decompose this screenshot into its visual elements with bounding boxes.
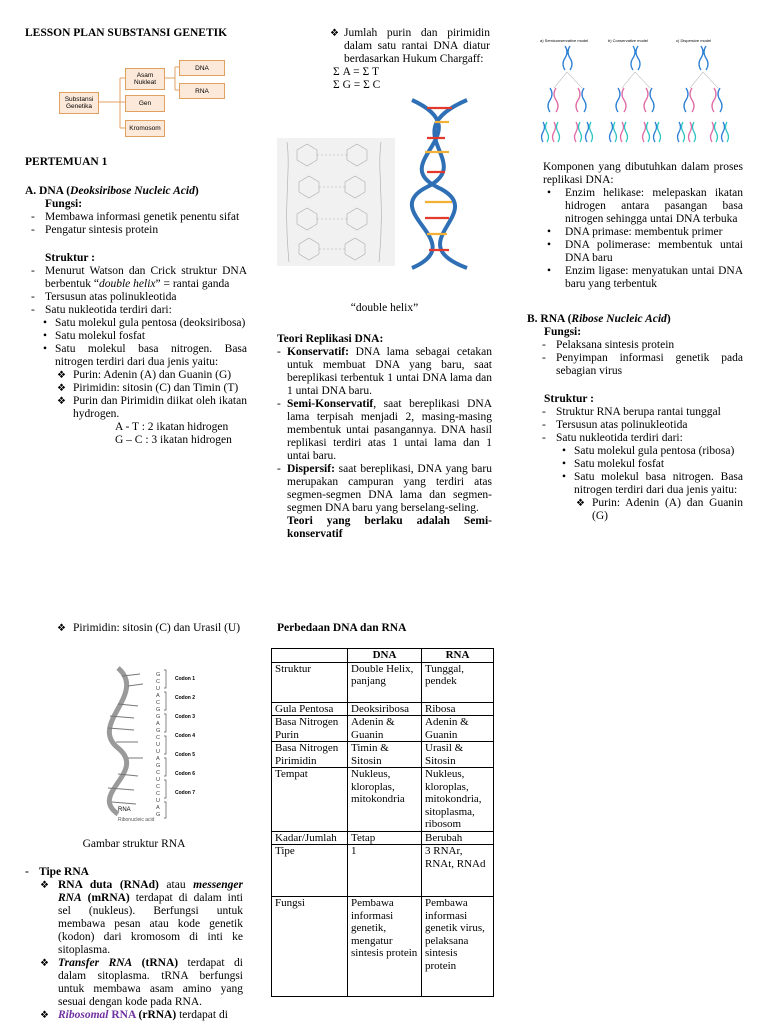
chargaff-text: ❖ Jumlah purin dan pirimidin dalam satu rantai DNA diatur berdasarkan Hukum Chargaff:: [330, 27, 490, 65]
chargaff: [330, 27, 490, 66]
table-cell: Struktur: [272, 662, 348, 702]
table-cell: Gula Pentosa: [272, 702, 348, 716]
replikasi-semi: - Semi-Konservatif, saat bereplikasi DNA lama terpisah menjadi 2, masing-masing membentuk untai pasangannya. DNA hasil replikasi terdiri atas 1 untai lama dan 1 untai baru.: [277, 398, 492, 462]
replikasi-conclusion: Teori yang berlaku adalah Semi-konservatif: [287, 515, 492, 540]
svg-text:G: G: [156, 728, 161, 734]
dna-section: [25, 156, 247, 447]
replication-models-image: [540, 38, 745, 148]
svg-text:G: G: [156, 714, 161, 720]
rna-fungsi-1: - Pelaksana sintesis protein: [542, 339, 675, 351]
svg-text:G: G: [156, 812, 161, 818]
dna-heading: A. DNA (Deoksiribose Nucleic Acid): [25, 185, 199, 197]
box-kromosom: Kromosom: [125, 120, 165, 137]
rna-diamond-1: ❖ Purin: Adenin (A) dan Guanin (G): [576, 497, 743, 522]
chargaff-eq1: Σ A = Σ T: [333, 66, 380, 78]
table-cell: Urasil & Sitosin: [422, 742, 494, 768]
dna-diamond-3: ❖ Purin dan Pirimidin diikat oleh ikatan hydrogen.: [57, 395, 247, 420]
tipe-trna: ❖ Transfer RNA (tRNA) terdapat di dalam sitoplasma. tRNA berfungsi untuk membawa asam amino yang sesuai dengan kode pada RNA.: [40, 957, 244, 1008]
codon-labels: Codon 1 Codon 2 Codon 3 Codon 4 Codon 5 Codon 6 Codon 7: [175, 676, 195, 796]
pertemuan-heading: PERTEMUAN 1: [25, 156, 108, 168]
svg-text:C: C: [156, 791, 160, 797]
replikasi-dispersif: - Dispersif: saat bereplikasi, DNA yang baru merupakan campuran yang terdiri atas segmen-segmen DNA lama dan segmen-segmen DNA baru yang berselang-seling.: [277, 463, 492, 514]
dna-fungsi-label: Fungsi:: [45, 198, 83, 210]
box-dna: DNA: [179, 60, 225, 76]
table-cell: Nukleus, kloroplas, mitokondria, sitoplasma, ribosom: [422, 768, 494, 832]
dna-bullet-2: • Satu molekul fosfat: [43, 330, 146, 342]
dna-figure-caption: “double helix”: [350, 302, 419, 314]
comparison-table-wrap: [271, 648, 494, 997]
model-c-label: c) Dispersive model: [676, 38, 712, 43]
model-b-label: b) Conservative model: [608, 38, 649, 43]
dna-diamond-1: ❖ Purin: Adenin (A) dan Guanin (G): [57, 369, 232, 381]
svg-text:C: C: [156, 784, 160, 790]
rna-diamond-2-wrap: [25, 622, 243, 635]
rna-strand-figure: [88, 664, 218, 830]
table-cell: Kadar/Jumlah: [272, 831, 348, 845]
svg-text:G: G: [156, 763, 161, 769]
table-cell: Ribosa: [422, 702, 494, 716]
table-row: [272, 845, 494, 897]
svg-text:A: A: [156, 756, 160, 762]
dna-bullet-1: • Satu molekul gula pentosa (deoksiribosa): [43, 317, 246, 329]
dna-fungsi-1: - Membawa informasi genetik penentu sifat: [31, 211, 240, 223]
table-row: [272, 831, 494, 845]
svg-text:C: C: [156, 770, 160, 776]
replikasi-konservatif: - Konservatif: DNA lama sebagai cetakan untuk membuat DNA yang baru, saat bereplikasi terbentuk 1 untai DNA lama dan 1 untai DNA baru.: [277, 346, 492, 397]
dna-struktur-3: - Satu nukleotida terdiri dari:: [31, 304, 172, 316]
svg-text:G: G: [156, 707, 161, 713]
table-cell: Deoksiribosa: [348, 702, 422, 716]
svg-text:C: C: [156, 700, 160, 706]
comparison-title: Perbedaan DNA dan RNA: [277, 622, 407, 634]
pair-gc: G – C : 3 ikatan hidrogen: [115, 434, 232, 446]
table-cell: Tetap: [348, 831, 422, 845]
rna-bullet-1: • Satu molekul gula pentosa (ribosa): [562, 445, 735, 457]
rna-struktur-label: Struktur :: [544, 393, 594, 405]
rna-bullet-3: • Satu molekul basa nitrogen. Basa nitrogen terdiri dari dua jenis yaitu:: [562, 471, 743, 496]
rna-fungsi-2: - Penyimpan informasi genetik pada sebagian virus: [542, 352, 743, 377]
table-cell: Basa Nitrogen Purin: [272, 716, 348, 742]
rna-fungsi-label: Fungsi:: [544, 326, 582, 338]
rna-section: [527, 313, 743, 523]
table-cell: Nukleus, kloroplas, mitokondria: [348, 768, 422, 832]
replikasi-title: Teori Replikasi DNA:: [277, 333, 384, 345]
table-header-cell: DNA: [348, 649, 422, 663]
table-cell: Fungsi: [272, 897, 348, 997]
rna-sublabel: Ribonucleic acid: [118, 817, 155, 823]
dna-bullet-3: • Satu molekul basa nitrogen. Basa nitrogen terdiri dari dua jenis yaitu:: [43, 343, 247, 368]
table-cell: Pembawa informasi genetik, mengatur sintesis protein: [348, 897, 422, 997]
model-a-label: a) Semiconservative model: [540, 38, 589, 43]
svg-text:A: A: [156, 693, 160, 699]
rna-struktur-1: - Struktur RNA berupa rantai tunggal: [542, 406, 721, 418]
box-gen: Gen: [125, 95, 165, 112]
tipe-rna-title: - Tipe RNA: [25, 866, 89, 878]
svg-text:U: U: [156, 798, 160, 804]
page-title: LESSON PLAN SUBSTANSI GENETIK: [25, 27, 228, 39]
svg-text:G: G: [156, 672, 161, 678]
rna-label: RNA: [118, 807, 131, 813]
table-row: [272, 662, 494, 702]
svg-text:C: C: [156, 735, 160, 741]
dna-struktur-1: - Menurut Watson dan Crick struktur DNA berbentuk “double helix” = rantai ganda: [31, 265, 247, 290]
rna-strand-image: [88, 664, 218, 830]
replikasi-section: [277, 333, 492, 541]
tipe-rrna: ❖ Ribosomal RNA (rRNA) terdapat di: [40, 1009, 228, 1021]
table-header-cell: [272, 649, 348, 663]
dna-helix-image: [277, 92, 492, 274]
table-header-row: [272, 649, 494, 663]
replication-models-figure: [540, 38, 745, 148]
svg-text:U: U: [156, 749, 160, 755]
svg-text:U: U: [156, 742, 160, 748]
komponen-item-2: • DNA primase: membentuk primer: [547, 226, 723, 238]
table-cell: Berubah: [422, 831, 494, 845]
tipe-mrna: ❖ RNA duta (RNAd) atau messenger RNA (mRNA) terdapat di dalam inti sel (nukleus). Berfungsi untuk membawa pesan atau kode genetik (kodon) dari kromosom di inti ke sitoplasma.: [40, 879, 244, 956]
table-cell: Basa Nitrogen Pirimidin: [272, 742, 348, 768]
table-header-cell: RNA: [422, 649, 494, 663]
svg-text:U: U: [156, 686, 160, 692]
svg-text:A: A: [156, 721, 160, 727]
komponen-intro: Komponen yang dibutuhkan dalam proses replikasi DNA:: [543, 161, 743, 186]
rna-struktur-2: - Tersusun atas polinukleotida: [542, 419, 688, 431]
table-cell: Adenin & Guanin: [348, 716, 422, 742]
svg-text:A: A: [156, 805, 160, 811]
comparison-table: [271, 648, 494, 997]
svg-text:C: C: [156, 679, 160, 685]
table-row: [272, 742, 494, 768]
rna-struktur-3: - Satu nukleotida terdiri dari:: [542, 432, 683, 444]
svg-text:U: U: [156, 777, 160, 783]
table-cell: Tunggal, pendek: [422, 662, 494, 702]
table-row: [272, 768, 494, 832]
table-cell: Tempat: [272, 768, 348, 832]
table-row: [272, 716, 494, 742]
komponen-item-4: • Enzim ligase: menyatukan untai DNA baru yang terbentuk: [547, 265, 743, 290]
box-substansi: Substansi Genetika: [59, 92, 99, 114]
dna-fungsi-2: - Pengatur sintesis protein: [31, 224, 159, 236]
rna-bullet-2: • Satu molekul fosfat: [562, 458, 665, 470]
column-left-top: [25, 27, 247, 40]
rna-heading: B. RNA (Ribose Nucleic Acid): [527, 313, 671, 325]
komponen-item-3: • DNA polimerase: membentuk untai DNA baru: [547, 239, 743, 264]
chargaff-eq2: Σ G = Σ C: [333, 79, 381, 91]
chargaff-eq: [333, 66, 380, 92]
komponen-section: [543, 161, 743, 291]
table-cell: Adenin & Guanin: [422, 716, 494, 742]
dna-struktur-label: Struktur :: [45, 252, 95, 264]
rna-diamond-2: ❖ Pirimidin: sitosin (C) dan Urasil (U): [57, 622, 241, 634]
table-row: [272, 702, 494, 716]
dna-diamond-2: ❖ Pirimidin: sitosin (C) dan Timin (T): [57, 382, 239, 394]
table-cell: Double Helix, panjang: [348, 662, 422, 702]
table-row: [272, 897, 494, 997]
komponen-item-1: • Enzim helikase: melepaskan ikatan hidrogen antara pasangan basa nitrogen sehingga untai DNA terbuka: [547, 187, 743, 225]
table-cell: Tipe: [272, 845, 348, 897]
table-cell: Timin & Sitosin: [348, 742, 422, 768]
tipe-rna-section: [25, 866, 243, 1022]
box-asam-nukleat: Asam Nukleat: [125, 68, 165, 90]
dna-struktur-2: - Tersusun atas polinukleotida: [31, 291, 177, 303]
dna-helix-figure: [277, 92, 492, 274]
box-rna: RNA: [179, 83, 225, 99]
pair-at: A - T : 2 ikatan hidrogen: [115, 421, 229, 433]
table-cell: Pembawa informasi genetik virus, pelaksana sintesis protein: [422, 897, 494, 997]
table-cell: 3 RNAr, RNAt, RNAd: [422, 845, 494, 897]
concept-map: [25, 50, 247, 142]
rna-figure-caption: Gambar struktur RNA: [82, 838, 186, 850]
table-cell: 1: [348, 845, 422, 897]
